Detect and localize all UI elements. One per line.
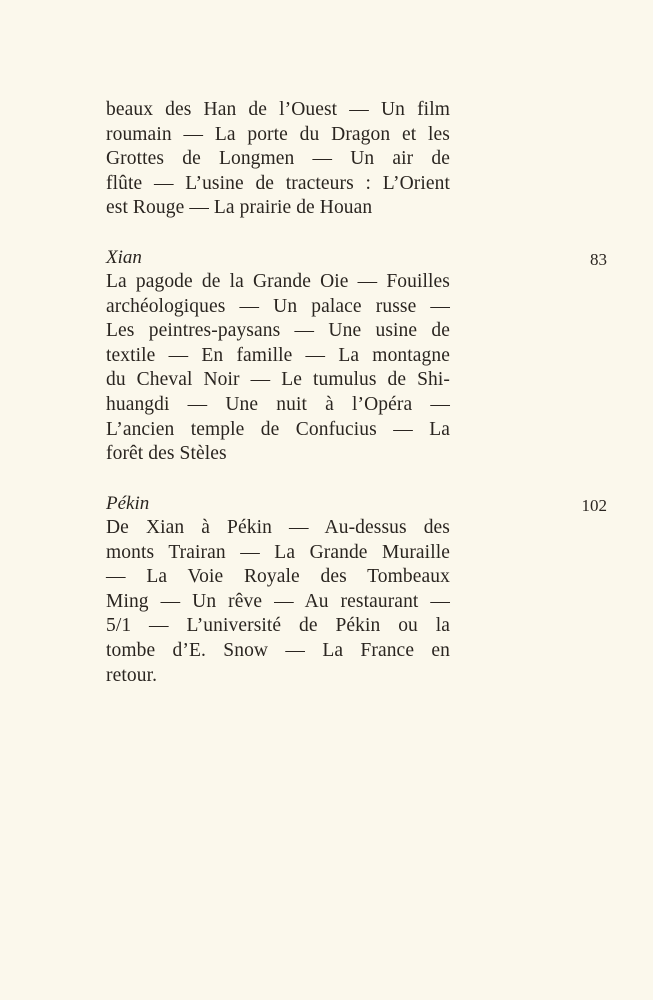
text-line: tombe d’E. Snow — La France en bbox=[106, 639, 450, 661]
section-paragraph-pekin bbox=[106, 516, 450, 688]
text-line: 5/1 — L’université de Pékin ou la bbox=[106, 615, 450, 637]
text-line: flûte — L’usine de tracteurs : L’Orient bbox=[106, 172, 450, 194]
section-heading-xian: Xian bbox=[106, 247, 142, 268]
text-line: est Rouge — La prairie de Houan bbox=[106, 197, 373, 219]
page-number-xian: 83 bbox=[590, 250, 607, 269]
text-line: beaux des Han de l’Ouest — Un film bbox=[106, 99, 450, 120]
text-line: huangdi — Une nuit à l’Opéra — bbox=[106, 393, 450, 415]
text-line: textile — En famille — La montagne bbox=[106, 344, 450, 366]
text-line: roumain — La porte du Dragon et les bbox=[106, 123, 450, 145]
text-line: forêt des Stèles bbox=[106, 443, 227, 465]
text-line: archéologiques — Un palace russe — bbox=[106, 295, 450, 317]
section-paragraph-xian bbox=[106, 270, 450, 467]
text-line: du Cheval Noir — Le tumulus de Shi- bbox=[106, 369, 450, 391]
text-line: monts Trairan — La Grande Muraille bbox=[106, 541, 450, 563]
intro-paragraph bbox=[106, 98, 450, 221]
text-line: La pagode de la Grande Oie — Fouilles bbox=[106, 271, 450, 292]
page-number-pekin: 102 bbox=[581, 496, 607, 515]
text-line: De Xian à Pékin — Au-dessus des bbox=[106, 517, 450, 538]
section-heading-pekin: Pékin bbox=[106, 493, 150, 514]
text-line: — La Voie Royale des Tombeaux bbox=[106, 566, 450, 588]
text-line: retour. bbox=[106, 664, 158, 686]
text-line: Ming — Un rêve — Au restaurant — bbox=[106, 590, 450, 612]
text-line: Grottes de Longmen — Un air de bbox=[106, 148, 450, 170]
text-line: Les peintres-paysans — Une usine de bbox=[106, 320, 450, 342]
text-line: L’ancien temple de Confucius — La bbox=[106, 418, 450, 440]
